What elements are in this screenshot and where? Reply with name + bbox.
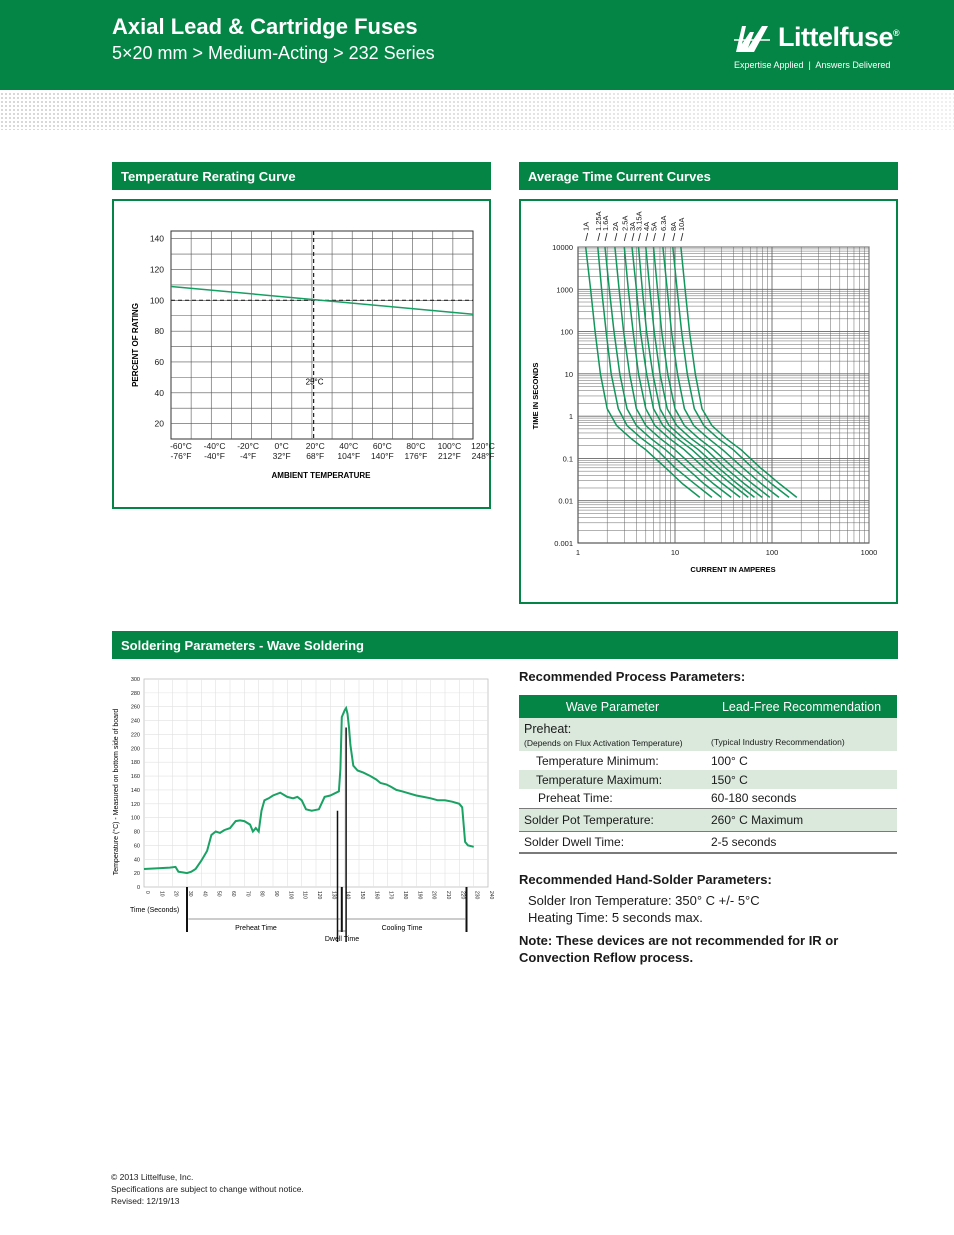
tcc-curve — [681, 247, 797, 497]
table-row: Preheat: (Depends on Flux Activation Temperature) (Typical Industry Recommendation) — [519, 718, 897, 751]
table-row: Solder Dwell Time: 2-5 seconds — [519, 831, 897, 853]
tcc-rating-label: 5A — [649, 221, 659, 231]
solder-ytick: 160 — [130, 774, 140, 781]
solder-xtick: 150 — [359, 891, 365, 900]
tcc-ytick: 0.1 — [562, 454, 573, 464]
rerating-ytick: 60 — [154, 356, 164, 367]
dwell-time-label: Dwell Time — [324, 936, 360, 943]
solder-xtick: 30 — [187, 891, 193, 897]
rerating-xtick-c: 100°C — [437, 441, 462, 451]
rerating-xtick-c: 120°C — [471, 441, 495, 451]
preheat-time-label: Preheat Time — [235, 925, 277, 932]
rerating-xtick-f: 140°F — [370, 451, 394, 461]
tcc-ylabel: TIME IN SECONDS — [531, 362, 540, 430]
rerating-ytick: 40 — [154, 387, 164, 398]
process-parameters-title: Recommended Process Parameters: — [519, 669, 746, 684]
tcc-ytick: 1 — [568, 412, 573, 422]
tcc-rating-label: 1.6A — [601, 215, 611, 231]
wave-soldering-chart — [108, 672, 492, 947]
littelfuse-logo-icon — [732, 22, 772, 56]
page-title: Axial Lead & Cartridge Fuses — [112, 14, 418, 39]
tcc-xlabel: CURRENT IN AMPERES — [690, 565, 776, 574]
rerating-chart-box — [112, 199, 495, 509]
reference-25c-label: 25°C — [305, 377, 324, 387]
solder-ytick: 180 — [130, 760, 140, 767]
tcc-ytick: 10000 — [552, 243, 573, 252]
solder-xtick: 170 — [387, 891, 394, 900]
solder-xtick: 70 — [244, 891, 251, 897]
solder-xtick: 90 — [273, 891, 279, 897]
solder-xtick: 230 — [473, 891, 480, 900]
solder-ytick: 60 — [133, 843, 140, 850]
rerating-xtick-c: 20°C — [305, 441, 325, 451]
rerating-ytick: 140 — [149, 233, 164, 244]
tcc-rating-tick — [646, 233, 648, 241]
section-time-current-curves: Average Time Current Curves — [519, 162, 898, 190]
hand-solder-title: Recommended Hand-Solder Parameters: — [519, 872, 772, 887]
cooling-time-label: Cooling Time — [381, 925, 423, 932]
solder-ytick: 240 — [130, 718, 140, 725]
solder-xtick: 120 — [316, 891, 322, 900]
rerating-xtick-f: 248°F — [471, 451, 495, 461]
page-subtitle: 5×20 mm > Medium-Acting > 232 Series — [112, 43, 435, 63]
tcc-rating-label: 10A — [676, 217, 686, 231]
rerating-xtick-f: 212°F — [438, 451, 461, 461]
logo-name: Littelfuse® — [778, 22, 900, 52]
rerating-xtick-f: 68°F — [306, 451, 325, 461]
solder-xtick: 60 — [230, 891, 236, 897]
tcc-rating-label: 8A — [668, 221, 678, 231]
solder-xtick: 10 — [158, 891, 165, 897]
solder-ytick: 120 — [130, 801, 140, 808]
solder-xtick: 240 — [488, 891, 494, 900]
rerating-plot-frame — [171, 231, 473, 439]
solder-xtick: 40 — [201, 891, 208, 897]
rerating-chart — [114, 201, 495, 507]
tcc-rating-tick — [663, 233, 665, 241]
solder-ytick: 280 — [130, 690, 140, 697]
tcc-curve — [586, 247, 700, 497]
tcc-rating-label: 2.5A — [620, 215, 630, 231]
section-temperature-rerating: Temperature Rerating Curve — [112, 162, 491, 190]
tcc-rating-tick — [586, 233, 588, 241]
tcc-rating-label: 1A — [581, 221, 591, 231]
footer-specs-note: Specifications are subject to change without notice. — [111, 1184, 304, 1194]
tcc-rating-tick — [632, 233, 634, 241]
rerating-xtick-f: 32°F — [272, 451, 291, 461]
solder-xtick: 220 — [459, 891, 466, 900]
hand-solder-heating-time: Heating Time: 5 seconds max. — [528, 910, 703, 925]
tcc-rating-tick — [598, 233, 600, 241]
tcc-curve — [663, 247, 779, 497]
tcc-rating-label: 6.3A — [658, 215, 668, 231]
rerating-xtick-c: -20°C — [237, 441, 260, 451]
rerating-xtick-c: 0°C — [274, 441, 289, 451]
tcc-rating-tick — [638, 233, 640, 241]
tcc-ytick: 0.01 — [558, 496, 573, 506]
tcc-chart-box — [519, 199, 898, 604]
solder-xtick: 210 — [445, 891, 451, 900]
solder-ytick: 220 — [130, 732, 140, 739]
page-header — [0, 0, 954, 90]
rerating-ytick: 100 — [149, 295, 164, 306]
tcc-rating-label: 3.15A — [634, 211, 644, 231]
table-row: Temperature Maximum: 150° C — [519, 770, 897, 789]
reflow-note: Note: These devices are not recommended for IR or Convection Reflow process. — [519, 933, 839, 965]
tcc-rating-tick — [681, 233, 683, 241]
rerating-xtick-c: -40°C — [203, 441, 226, 451]
solder-ytick: 260 — [130, 704, 140, 711]
solder-xtick: 0 — [144, 891, 150, 894]
tcc-chart — [521, 201, 896, 602]
tcc-rating-label: 3A — [627, 221, 637, 231]
solder-xtick: 80 — [258, 891, 265, 897]
rerating-xtick-f: -4°F — [240, 451, 257, 461]
solder-xtick: 130 — [330, 891, 337, 900]
rerating-xtick-c: 80°C — [406, 441, 426, 451]
process-parameters-table — [519, 695, 897, 854]
tcc-rating-label: 4A — [641, 221, 651, 231]
solder-xtick: 50 — [215, 891, 222, 897]
tcc-rating-tick — [605, 233, 607, 241]
rerating-ytick: 20 — [154, 418, 164, 429]
table-row: Preheat Time: 60-180 seconds — [538, 791, 797, 806]
solder-ytick: 300 — [130, 677, 140, 683]
solder-ytick: 200 — [130, 746, 140, 753]
solder-ytick: 20 — [133, 871, 140, 878]
col-wave-parameter: Wave Parameter — [519, 695, 706, 718]
tcc-xtick: 10 — [670, 548, 680, 557]
solder-ytick: 140 — [130, 787, 140, 794]
rerating-ytick: 80 — [154, 326, 164, 337]
rerating-xtick-c: 40°C — [339, 441, 359, 451]
solder-xtick: 110 — [301, 891, 308, 899]
tcc-rating-tick — [653, 233, 655, 241]
rerating-xtick-f: 104°F — [337, 451, 361, 461]
tcc-curve — [615, 247, 731, 497]
tcc-rating-tick — [673, 233, 675, 241]
solder-ytick: 0 — [136, 885, 140, 891]
solder-xtick: 100 — [287, 891, 294, 900]
rerating-xtick-f: -76°F — [170, 451, 192, 461]
solder-xtick: 200 — [430, 891, 437, 900]
tcc-rating-label: 2A — [610, 221, 620, 231]
tcc-ytick: 100 — [560, 327, 573, 337]
col-lead-free-recommendation: Lead-Free Recommendation — [706, 695, 897, 718]
solder-xtick: 20 — [172, 891, 179, 897]
solder-xlabel: Time (Seconds) — [130, 907, 180, 914]
solder-xtick: 190 — [416, 891, 423, 900]
section-soldering-parameters: Soldering Parameters - Wave Soldering — [112, 631, 898, 659]
rerating-xlabel: AMBIENT TEMPERATURE — [271, 471, 371, 480]
footer-revised: Revised: 12/19/13 — [111, 1196, 180, 1206]
solder-xtick: 180 — [402, 891, 408, 900]
logo-tagline: Expertise Applied | Answers Delivered — [734, 60, 891, 70]
rerating-ytick: 120 — [149, 264, 164, 275]
tcc-ytick: 10 — [564, 369, 573, 379]
tcc-xtick: 1 — [575, 548, 581, 557]
solder-profile-curve — [144, 708, 474, 873]
footer-copyright: © 2013 Littelfuse, Inc. — [111, 1172, 194, 1182]
tcc-rating-tick — [624, 233, 626, 241]
tcc-xtick: 1000 — [860, 548, 878, 557]
rerating-xtick-c: 60°C — [372, 441, 392, 451]
table-row: Temperature Minimum: 100° C — [536, 753, 748, 768]
tcc-rating-label: 1.25A — [593, 211, 603, 231]
rerating-xtick-f: -40°F — [204, 451, 226, 461]
solder-xtick: 140 — [344, 891, 351, 900]
tcc-ytick: 0.001 — [554, 539, 573, 548]
solder-xtick: 160 — [373, 891, 380, 900]
tcc-ytick: 1000 — [556, 285, 573, 295]
solder-ylabel: Temperature (°C) - Measured on bottom side of board — [113, 708, 120, 876]
hand-solder-iron-temp: Solder Iron Temperature: 350° C +/- 5°C — [528, 893, 760, 908]
littelfuse-logo — [732, 20, 902, 75]
solder-ytick: 40 — [133, 857, 140, 864]
rerating-ylabel: PERCENT OF RATING — [131, 303, 140, 387]
solder-ytick: 100 — [130, 815, 140, 822]
rerating-xtick-f: 176°F — [404, 451, 428, 461]
table-row: Solder Pot Temperature: 260° C Maximum — [519, 808, 897, 831]
rerating-xtick-c: -60°C — [170, 441, 192, 451]
tcc-rating-tick — [615, 233, 617, 241]
solder-ytick: 80 — [133, 829, 140, 836]
tcc-xtick: 100 — [765, 548, 779, 557]
